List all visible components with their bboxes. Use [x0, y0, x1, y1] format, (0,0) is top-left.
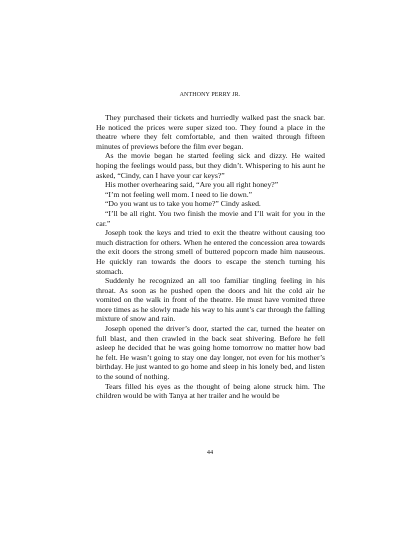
paragraph: “Do you want us to take you home?” Cindy asked.: [105, 199, 261, 209]
paragraph: His mother overhearing said, “Are you all right honey?”: [105, 180, 279, 190]
paragraph: “I’m not feeling well mom. I need to lie down.”: [105, 189, 253, 199]
paragraph: Suddenly he recognized an all too familiar tingling feeling in his throat. As soon as he pushed open the doors and hit the cold air he vomited on the walk in front of the theatre. He must have vomited three more times as he slowly made his way to his aunt’s car through the falling mixture of snow and rain.: [96, 276, 325, 324]
running-head: ANTHONY PERRY JR.: [179, 92, 241, 98]
paragraph: Joseph took the keys and tried to exit the theatre without causing too much distraction for others. When he entered the concession area towards the exit doors the strong smell of buttered popcorn made him nauseous. He quickly ran towards the doors to escape the stench turning his stomach.: [96, 228, 325, 276]
body-text: [96, 113, 325, 401]
paragraph: As the movie began he started feeling sick and dizzy. He waited hoping the feelings would pass, but they didn’t. Whispering to his aunt he asked, “Cindy, can I have your car keys?”: [96, 151, 325, 180]
paragraph: They purchased their tickets and hurriedly walked past the snack bar. He noticed the prices were super sized too. They found a place in the theatre where they felt comfortable, and then waited through fifteen minutes of previews before the film ever began.: [96, 113, 325, 151]
page-number: 44: [206, 449, 214, 456]
paragraph: Joseph opened the driver’s door, started the car, turned the heater on full blast, and then crawled in the back seat shivering. Before he fell asleep he decided that he was going home tomorrow no matter how bad he felt. He wasn’t going to stay one day longer, not even for his mother’s birthday. He just wanted to go home and sleep in his lonely bed, and listen to the sound of nothing.: [96, 324, 325, 382]
paragraph: “I’ll be all right. You two finish the movie and I’ll wait for you in the car.”: [96, 208, 325, 228]
paragraph: Tears filled his eyes as the thought of being alone struck him. The children would be with Tanya at her trailer and he would be: [96, 381, 325, 401]
